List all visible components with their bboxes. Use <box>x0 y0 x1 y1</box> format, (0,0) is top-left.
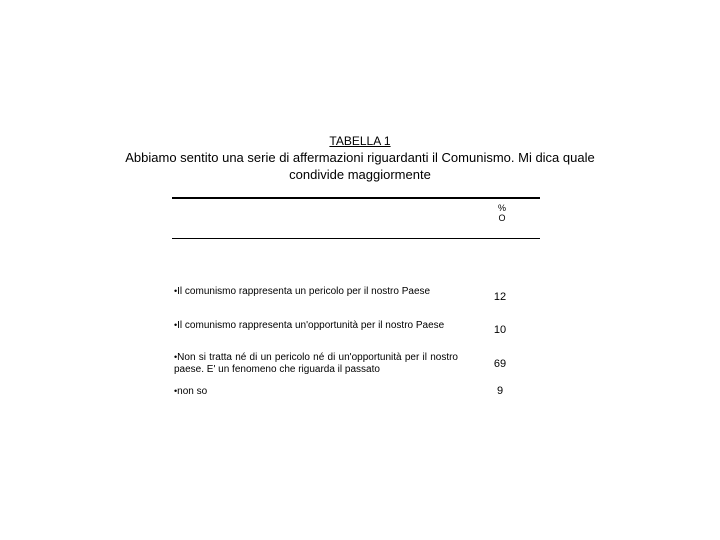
table-title-line-1: Abbiamo sentito una serie di affermazioni riguardanti il Comunismo. Mi dica quale <box>125 150 595 165</box>
row-percentage: 10 <box>493 324 507 336</box>
table-title-line-2: condivide maggiormente <box>289 167 431 182</box>
row-percentage: 12 <box>493 291 507 303</box>
row-statement-text: non so <box>177 386 208 397</box>
percent-column-header <box>490 203 514 223</box>
row-percentage: 9 <box>496 385 504 397</box>
row-statement-text: Il comunismo rappresenta un pericolo per il nostro Paese <box>177 286 431 297</box>
bullet-icon: • <box>174 320 178 330</box>
table-header-rule <box>172 238 540 239</box>
row-statement-text: Il comunismo rappresenta un'opportunità per il nostro Paese <box>177 320 445 331</box>
row-statement <box>174 351 458 376</box>
row-statement <box>174 285 458 298</box>
row-statement-text: Non si tratta né di un pericolo né di un'opportunità per il nostro paese. E' un fenomeno che riguarda il passato <box>174 352 458 375</box>
table-label: TABELLA 1 <box>329 134 391 148</box>
row-percentage: 69 <box>493 358 507 370</box>
bullet-icon: • <box>174 286 178 296</box>
bullet-icon: • <box>174 386 178 396</box>
table-title <box>40 149 680 183</box>
percent-header-symbol: % <box>497 203 506 213</box>
table-top-rule <box>172 197 540 199</box>
row-statement <box>174 385 458 398</box>
row-statement <box>174 319 458 332</box>
bullet-icon: • <box>174 352 178 362</box>
percent-header-letter: O <box>498 213 506 223</box>
